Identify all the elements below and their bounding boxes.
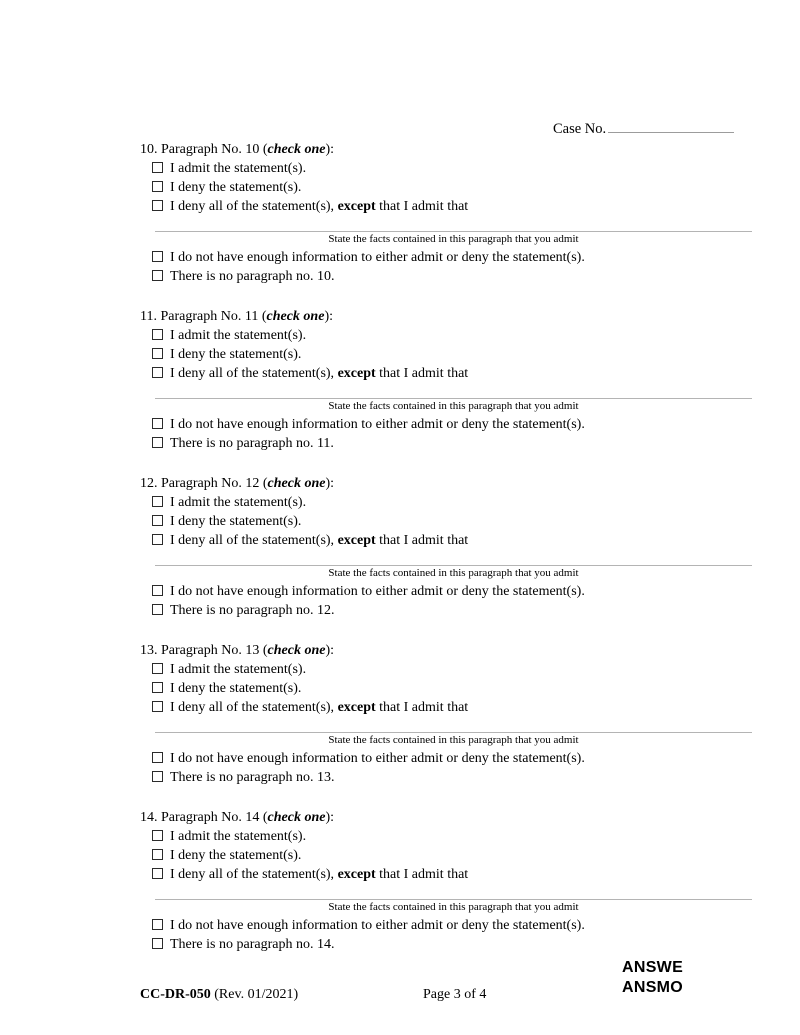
option-deny-label: I deny the statement(s).: [170, 347, 302, 362]
option-admit-label: I admit the statement(s).: [170, 328, 307, 343]
case-number-input-line[interactable]: [608, 119, 734, 133]
paragraph-heading-close: ):: [325, 643, 335, 658]
option-no-paragraph: [152, 935, 752, 954]
checkbox-deny[interactable]: [152, 515, 163, 526]
option-no-info: [152, 749, 752, 768]
facts-input-line[interactable]: [155, 565, 752, 566]
option-no-paragraph-label: There is no paragraph no. 14.: [170, 937, 335, 952]
option-no-paragraph-label: There is no paragraph no. 12.: [170, 603, 335, 618]
checkbox-no-info[interactable]: [152, 418, 163, 429]
option-deny-label: I deny the statement(s).: [170, 514, 302, 529]
paragraph-heading-text: 12. Paragraph No. 12 (: [140, 476, 268, 491]
option-deny: [152, 345, 752, 364]
option-no-info: [152, 582, 752, 601]
option-admit-label: I admit the statement(s).: [170, 662, 307, 677]
paragraph-14-section: [140, 808, 752, 954]
paragraph-heading-text: 14. Paragraph No. 14 (: [140, 810, 268, 825]
case-number-label: Case No.: [553, 121, 607, 137]
option-deny: [152, 512, 752, 531]
checkbox-no-info[interactable]: [152, 919, 163, 930]
option-admit-label: I admit the statement(s).: [170, 829, 307, 844]
option-no-paragraph-label: There is no paragraph no. 10.: [170, 269, 335, 284]
option-deny: [152, 178, 752, 197]
check-one-label: check one: [267, 643, 326, 658]
option-deny-except-label: I deny all of the statement(s), except that I admit that: [170, 867, 469, 882]
option-no-paragraph: [152, 267, 752, 286]
checkbox-admit[interactable]: [152, 496, 163, 507]
paragraph-11-section: [140, 307, 752, 453]
checkbox-admit[interactable]: [152, 663, 163, 674]
paragraph-heading: [140, 808, 752, 827]
checkbox-deny-except[interactable]: [152, 534, 163, 545]
paragraph-heading: [140, 474, 752, 493]
option-deny-label: I deny the statement(s).: [170, 681, 302, 696]
facts-caption: State the facts contained in this paragraph that you admit: [328, 233, 579, 245]
answer-stamp: [622, 958, 683, 998]
option-no-info-label: I do not have enough information to either admit or deny the statement(s).: [170, 417, 585, 432]
option-admit: [152, 493, 752, 512]
option-no-info: [152, 248, 752, 267]
paragraph-heading-close: ):: [324, 309, 333, 324]
facts-caption: State the facts contained in this paragraph that you admit: [328, 901, 579, 913]
option-deny-except: [152, 197, 752, 216]
option-deny-except-label: I deny all of the statement(s), except that I admit that: [170, 533, 469, 548]
option-deny-except: [152, 698, 752, 717]
option-deny-label: I deny the statement(s).: [170, 848, 302, 863]
answer-stamp-line2: ANSMO: [622, 979, 684, 996]
checkbox-no-info[interactable]: [152, 585, 163, 596]
check-one-label: check one: [267, 476, 326, 491]
paragraph-13-section: [140, 641, 752, 787]
checkbox-deny[interactable]: [152, 348, 163, 359]
answer-stamp-line1: ANSWE: [622, 959, 684, 976]
facts-input-line[interactable]: [155, 231, 752, 232]
option-deny: [152, 679, 752, 698]
option-deny-except-label: I deny all of the statement(s), except that I admit that: [170, 700, 469, 715]
facts-caption: State the facts contained in this paragraph that you admit: [328, 567, 579, 579]
checkbox-no-info[interactable]: [152, 251, 163, 262]
facts-input-line[interactable]: [155, 899, 752, 900]
checkbox-no-info[interactable]: [152, 752, 163, 763]
checkbox-deny[interactable]: [152, 181, 163, 192]
option-admit: [152, 827, 752, 846]
paragraph-heading-close: ):: [325, 810, 335, 825]
option-deny-except-label: I deny all of the statement(s), except that I admit that: [170, 366, 469, 381]
case-number-row: [553, 119, 734, 138]
option-deny-except: [152, 364, 752, 383]
option-admit-label: I admit the statement(s).: [170, 161, 307, 176]
paragraph-heading: [140, 307, 752, 326]
check-one-label: check one: [267, 810, 326, 825]
check-one-label: check one: [266, 309, 325, 324]
except-word: except: [337, 867, 376, 882]
except-word: except: [337, 533, 376, 548]
option-admit-label: I admit the statement(s).: [170, 495, 307, 510]
option-no-info-label: I do not have enough information to either admit or deny the statement(s).: [170, 751, 585, 766]
paragraph-heading-text: 13. Paragraph No. 13 (: [140, 643, 268, 658]
paragraph-heading-text: 10. Paragraph No. 10 (: [140, 142, 268, 157]
option-no-info: [152, 916, 752, 935]
form-number-row: [140, 985, 298, 1004]
except-word: except: [337, 199, 376, 214]
checkbox-no-paragraph[interactable]: [152, 437, 163, 448]
option-admit: [152, 159, 752, 178]
checkbox-deny[interactable]: [152, 849, 163, 860]
paragraph-heading-close: ):: [325, 142, 335, 157]
checkbox-deny-except[interactable]: [152, 868, 163, 879]
checkbox-no-paragraph[interactable]: [152, 604, 163, 615]
except-word: except: [337, 366, 376, 381]
page-indicator: Page 3 of 4: [423, 987, 487, 1002]
paragraph-heading-text: 11. Paragraph No. 11 (: [140, 309, 267, 324]
checkbox-admit[interactable]: [152, 162, 163, 173]
form-revision: (Rev. 01/2021): [210, 987, 299, 1002]
checkbox-no-paragraph[interactable]: [152, 270, 163, 281]
option-no-paragraph: [152, 434, 752, 453]
check-one-label: check one: [267, 142, 326, 157]
paragraph-heading: [140, 140, 752, 159]
paragraph-12-section: [140, 474, 752, 620]
option-no-paragraph: [152, 601, 752, 620]
option-deny-except-label: I deny all of the statement(s), except that I admit that: [170, 199, 469, 214]
option-no-paragraph: [152, 768, 752, 787]
facts-input-line[interactable]: [155, 732, 752, 733]
facts-caption: State the facts contained in this paragraph that you admit: [328, 734, 579, 746]
except-word: except: [337, 700, 376, 715]
option-no-info-label: I do not have enough information to either admit or deny the statement(s).: [170, 250, 585, 265]
option-no-info-label: I do not have enough information to either admit or deny the statement(s).: [170, 918, 585, 933]
checkbox-admit[interactable]: [152, 830, 163, 841]
option-no-info: [152, 415, 752, 434]
checkbox-no-paragraph[interactable]: [152, 938, 163, 949]
facts-caption: State the facts contained in this paragraph that you admit: [328, 400, 579, 412]
checkbox-deny-except[interactable]: [152, 200, 163, 211]
form-number: CC-DR-050: [140, 987, 211, 1002]
option-admit: [152, 660, 752, 679]
paragraph-heading-close: ):: [325, 476, 335, 491]
option-deny: [152, 846, 752, 865]
option-no-paragraph-label: There is no paragraph no. 13.: [170, 770, 335, 785]
checkbox-deny[interactable]: [152, 682, 163, 693]
paragraph-10-section: [140, 140, 752, 286]
checkbox-no-paragraph[interactable]: [152, 771, 163, 782]
checkbox-deny-except[interactable]: [152, 701, 163, 712]
option-no-paragraph-label: There is no paragraph no. 11.: [170, 436, 334, 451]
checkbox-deny-except[interactable]: [152, 367, 163, 378]
facts-input-line[interactable]: [155, 398, 752, 399]
option-admit: [152, 326, 752, 345]
option-no-info-label: I do not have enough information to either admit or deny the statement(s).: [170, 584, 585, 599]
option-deny-label: I deny the statement(s).: [170, 180, 302, 195]
paragraph-heading: [140, 641, 752, 660]
option-deny-except: [152, 865, 752, 884]
checkbox-admit[interactable]: [152, 329, 163, 340]
option-deny-except: [152, 531, 752, 550]
